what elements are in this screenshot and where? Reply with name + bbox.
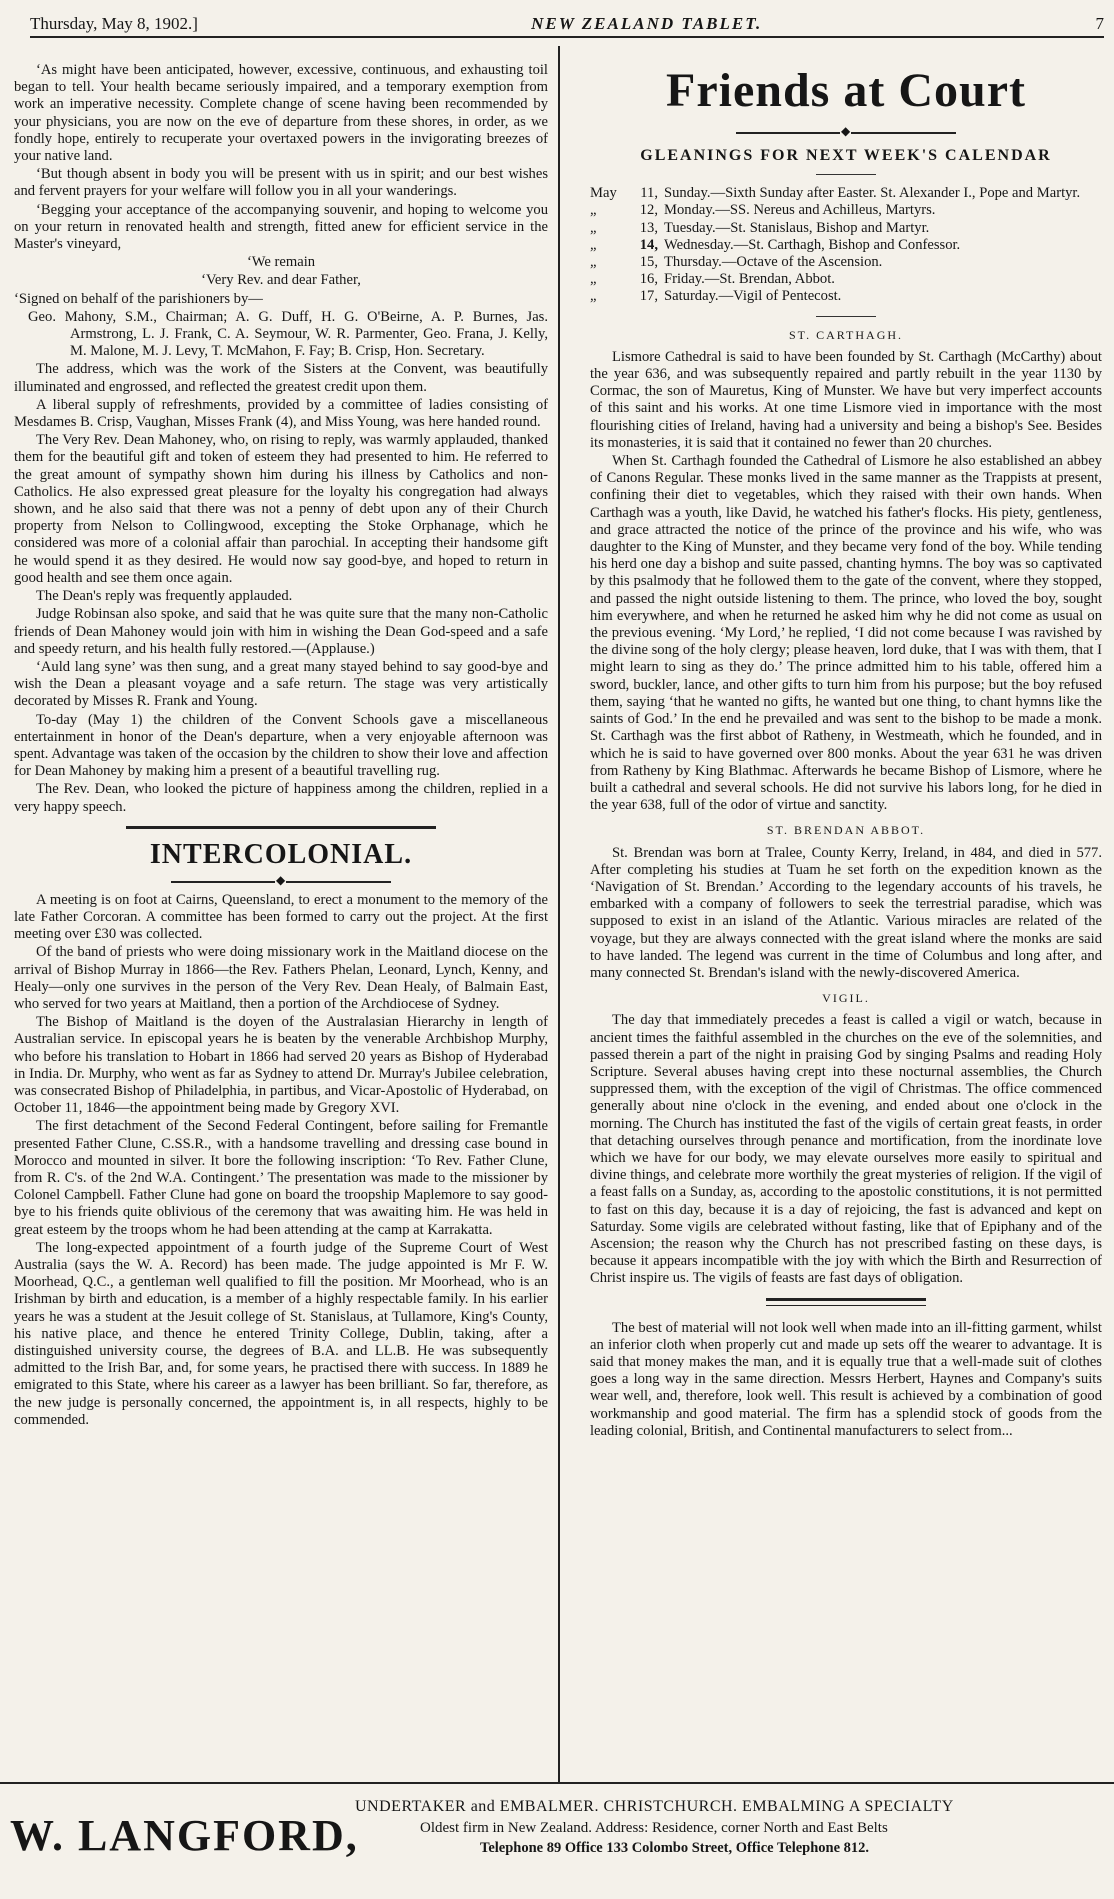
- article-paragraph: Lismore Cathedral is said to have been founded by St. Carthagh (McCarthy) about the year 636, and was subsequently repaired and partly rebuilt in the year 1130 by Cormac, the son of Mauretus, King of Munster. We have but very imperfect accounts of this saint and his works. At one time Lismore vied in importance with the most flourishing cities of Ireland, having had a university and being a bishop's See. Besides its monasteries, it is said that it contained no fewer than 20 churches.: [590, 348, 1102, 451]
- article-paragraph: The address, which was the work of the Sisters at the Convent, was beautifully illuminated and engrossed, and reflected the greatest credit upon them.: [14, 361, 548, 395]
- footer-line-2: Oldest firm in New Zealand. Address: Residence, corner North and East Belts: [420, 1820, 888, 1836]
- calendar-row: „ 15, Thursday.—Octave of the Ascension.: [590, 254, 883, 271]
- article-paragraph: ‘Begging your acceptance of the accompanying souvenir, and hoping to welcome you on your return in renovated health and strength, fitted anew for efficient service in the Master's vineyard,: [14, 201, 548, 253]
- article-paragraph: ‘Auld lang syne’ was then sung, and a great many stayed behind to say good-bye and wish the Dean a pleasant voyage and a safe return. The stage was very artistically decorated by Misses R. Frank and Young.: [14, 658, 548, 710]
- section-rule: [126, 826, 436, 829]
- calendar-row: „ 16, Friday.—St. Brendan, Abbot.: [590, 271, 835, 288]
- closing-salutation: ‘Very Rev. and dear Father,: [201, 272, 361, 289]
- calendar-row: May 11, Sunday.—Sixth Sunday after Easter. St. Alexander I., Pope and Martyr.: [590, 185, 1081, 202]
- article-paragraph: ‘As might have been anticipated, however, excessive, continuous, and exhausting toil began to tell. Your health became seriously impaired, and a temporary exemption from work an imperative necessity. Complete change of scene having been recommended by your physicians, you are now on the eve of departure from these shores, in order, as we fondly hope, entirely to recuperate your overtaxed powers in the invigorating breezes of your native land.: [14, 62, 548, 165]
- footer-line-3: Telephone 89 Office 133 Colombo Street, Office Telephone 812.: [480, 1840, 870, 1856]
- brendan-heading: ST. BRENDAN ABBOT.: [766, 823, 926, 838]
- article-paragraph: Judge Robinsan also spoke, and said that he was quite sure that the many non-Catholic friends of Dean Mahoney would join with him in wishing the Dean God-speed and a safe and speedy return, and his health fully restored.—(Applause.): [14, 606, 548, 657]
- carthagh-heading: ST. CARTHAGH.: [788, 327, 904, 342]
- article-paragraph: ‘But though absent in body you will be present with us in spirit; and our best wishes and fervent prayers for your welfare will follow you in all your wanderings.: [14, 166, 548, 200]
- article-paragraph: The first detachment of the Second Federal Contingent, before sailing for Fremantle presented Father Clune, C.SS.R., with a handsome travelling and dressing case bound in Morocco and mounted in silver. It bore the following inscription: ‘To Rev. Father Clune, from R. C's. of the 2nd W.A. Contingent.’ The presentation was made to the missioner by Colonel Campbell. Father Clune had gone on board the troopship Maplemore to say good-bye to his friends quite oblivious of the ceremony that was awaiting him. He was held in great esteem by the troops whom he had been attending at the camp at Karrakatta.: [14, 1118, 548, 1238]
- page-number: 7: [1095, 14, 1104, 33]
- section-rule: [766, 1298, 926, 1301]
- calendar-row: „ 14, Wednesday.—St. Carthagh, Bishop and Confessor.: [590, 236, 961, 253]
- footer-line-1: UNDERTAKER and EMBALMER. CHRISTCHURCH. EMBALMING A SPECIALTY: [355, 1798, 954, 1815]
- ornament-rule: [736, 128, 956, 137]
- intercolonial-heading: INTERCOLONIAL.: [149, 838, 413, 870]
- left-column: [14, 62, 548, 1430]
- article-paragraph: St. Brendan was born at Tralee, County Kerry, Ireland, in 484, and died in 577. After completing his studies at Tuam he set forth on the expedition known as the ‘Navigation of St. Brendan.’ According to the legendary accounts of his travels, he embarked with a company of followers to seek the terrestrial paradise, which was supposed to exist in an island of the Atlantic. Various miracles are related of the voyage, but they are always connected with the great island where the monks are said to have landed. The legend was current in the time of Columbus and long after, and many connected St. Brendan's island with the newly-discovered America.: [590, 844, 1102, 981]
- ornament-rule: [171, 877, 391, 886]
- article-paragraph: A liberal supply of refreshments, provided by a committee of ladies consisting of Mesdames B. Crisp, Vaughan, Misses Frank (4), and Miss Young, was here handed round.: [14, 396, 548, 431]
- advertisement-paragraph: The best of material will not look well when made into an ill-fitting garment, whilst an inferior cloth when properly cut and made up sets off the wearer to advantage. It is said that money makes the man, and it is equally true that a well-made suit of clothes goes a long way in the same direction. Messrs Herbert, Haynes and Company's suits wear well, and, therefore, look well. This result is achieved by a combination of good workmanship and good material. The firm has a splendid stock of goods from the leading colonial, British, and Continental manufacturers to select from...: [590, 1319, 1102, 1439]
- vigil-heading: VIGIL.: [822, 991, 870, 1006]
- signatories: Geo. Mahony, S.M., Chairman; A. G. Duff, H. G. O'Beirne, A. P. Burnes, Jas. Armstrong, L. J. Frank, C. A. Seymour, W. R. Parmenter, Geo. Frana, J. Kelly, M. Malone, M. J. Levy, T. McMahon, F. Fay; B. Crisp, Hon. Secretary.: [28, 308, 548, 360]
- signed-line: ‘Signed on behalf of the parishioners by—: [14, 290, 263, 307]
- article-paragraph: The Dean's reply was frequently applauded.: [36, 588, 293, 605]
- article-paragraph: A meeting is on foot at Cairns, Queensland, to erect a monument to the memory of the late Father Corcoran. A committee has been formed to carry out the project. At the first meeting over £30 was collected.: [14, 891, 548, 943]
- issue-date: Thursday, May 8, 1902.]: [30, 14, 198, 33]
- right-column: [590, 62, 1102, 1441]
- newspaper-title: NEW ZEALAND TABLET.: [531, 14, 763, 33]
- article-paragraph: The day that immediately precedes a feast is called a vigil or watch, because in ancient times the faithful assembled in the churches on the eve of the solemnities, and passed therein a part of the night in praising God by singing Psalms and reading Holy Scripture. Several abuses having crept into these nocturnal assemblies, the Church suppressed them, with the exception of the vigil of Christmas. The office commenced generally about nine o'clock in the evening, and ended about one o'clock in the morning. The Church has instituted the fast of the vigils of certain great feasts, in order that detaching ourselves through penance and mortification, from the inordinate love which we have for our body, we may elevate ourselves more easily to spiritual and divine things, and celebrate more worthily the great mysteries of religion. If the vigil of a feast falls on a Sunday, as, according to the apostolic constitutions, it is not permitted to fast on this day, because it is a day of rejoicing, the fast is advanced and kept on Saturday. Some vigils are celebrated without fasting, like that of Epiphany and of the Ascension; the reason why the Church has not prescribed fasting on these days, is because it appears incompatible with the joy with which the Birth and Resurrection of Christ inspire us. The vigils of feasts are fast days of obligation.: [590, 1012, 1102, 1287]
- calendar-row: „ 17, Saturday.—Vigil of Pentecost.: [590, 288, 842, 305]
- article-paragraph: The Very Rev. Dean Mahoney, who, on rising to reply, was warmly applauded, thanked them for the beautiful gift and token of esteem they had presented to him. He referred to the great amount of sympathy shown him during his illness by Catholics and non-Catholics. He also expressed great pleasure for the loyalty his congregation had always shown, and he also said that there was not a penny of debt upon any of their Church property from Nelson to Collingwood, excepting the Stoke Orphanage, which he considered was more of a colonial affair than parochial. In accepting their handsome gift he would spend it as they desired. He would now say good-bye, and hoped to return in good health and see them once again.: [14, 432, 548, 586]
- article-paragraph: The Rev. Dean, who looked the picture of happiness among the children, replied in a very happy speech.: [14, 781, 548, 815]
- short-rule: [816, 316, 876, 317]
- article-paragraph: The long-expected appointment of a fourth judge of the Supreme Court of West Australia (says the W. A. Record) has been made. The judge appointed is Mr F. W. Moorhead, Q.C., a gentleman well qualified to fill the position. Mr Moorhead, who is an Irishman by birth and education, is a member of a highly respectable family. In his earlier years he was a student at the Jesuit college of St. Stanislaus, at Tullamore, King's County, his native place, and thence he entered Trinity College, Dublin, taking, after a distinguished university course, the degrees of B.A. and LL.B. He was subsequently admitted to the Irish Bar, and, for some years, he practised there with success. In 1889 he emigrated to this State, where his career as a lawyer has been brilliant. So far, therefore, as the new judge is personally concerned, the appointment is, in all respects, highly to be commended.: [14, 1239, 548, 1428]
- langford-brand: W. LANGFORD,: [10, 1811, 359, 1860]
- footer-advertisement: [0, 1782, 1114, 1899]
- section-rule-thin: [766, 1305, 926, 1306]
- article-paragraph: To-day (May 1) the children of the Convent Schools gave a miscellaneous entertainment in honor of the Dean's departure, when a very enjoyable afternoon was spent. Advantage was taken of the occasion by the children to show their love and affection for Dean Mahoney by making him a present of a beautiful travelling rug.: [14, 711, 548, 780]
- page-header: [30, 6, 1104, 38]
- short-rule: [816, 174, 876, 175]
- article-paragraph: The Bishop of Maitland is the doyen of the Australasian Hierarchy in length of Australian service. In episcopal years he is beaten by the venerable Archbishop Murphy, who before his translation to Hobart in 1866 had served 20 years as Bishop of Hyderabad in India. Dr. Murphy, who went as far as Sydney to attend Dr. Murray's Jubilee celebration, was consecrated Bishop of Philadelphia, in partibus, and Vicar-Apostolic of Hyderabad, on October 11, 1846—the appointment being made by Gregory XVI.: [14, 1014, 548, 1117]
- closing-we-remain: ‘We remain: [246, 254, 316, 271]
- calendar-row: „ 12, Monday.—SS. Nereus and Achilleus, Martyrs.: [590, 202, 936, 219]
- calendar-row: „ 13, Tuesday.—St. Stanislaus, Bishop and Martyr.: [590, 219, 930, 236]
- calendar-list: [590, 185, 1102, 305]
- friends-at-court-title: Friends at Court: [666, 64, 1026, 117]
- article-paragraph: When St. Carthagh founded the Cathedral of Lismore he also established an abbey of Canons Regular. These monks lived in the same manner as the Trappists at present, confining their diet to vegetables, which they raised with their own hands. When Carthagh was a youth, like David, he watched his father's flocks. His piety, gentleness, and grace attracted the notice of the prince of the province and his wife, who was daughter to the King of Munster, and they became very fond of the boy. While tending his herd one day a bishop and suite passed, chanting hymns. The boy was so captivated by this psalmody that he followed them to the gate of the convent, where they stopped, and passed the night outside listening to them. The prince, who loved the boy, sought him everywhere, and when he returned he asked him why he did not come as usual on the previous evening. ‘My Lord,’ he replied, ‘I did not come because I was ravished by the divine song of the holy clergy; please heaven, lord duke, that I was with them, that I might learn to sing as they do.’ The prince admitted him to his table, offered him a sword, buckler, lance, and other gifts to turn him from his purpose; but the boy refused them, saying ‘that he wanted no gifts, he wanted but one thing, to chant hymns like the saints of God.’ In the end he prevailed and was sent to the bishop to be made a monk. St. Carthagh was the first abbot of Ratheny, in Westmeath, which he founded, and in which he is said to have governed over 800 monks. About the year 631 he was driven from Ratheny by King Blathmac. Afterwards he became Bishop of Lismore, where he built a cathedral and several schools. He did not survive his labors long, for he died in the year 638, full of the odor of virtue and sanctity.: [590, 453, 1102, 814]
- column-divider: [558, 46, 560, 1782]
- calendar-subtitle: GLEANINGS FOR NEXT WEEK'S CALENDAR: [640, 147, 1052, 164]
- article-paragraph: Of the band of priests who were doing missionary work in the Maitland diocese on the arrival of Bishop Murray in 1866—the Rev. Fathers Phelan, Leonard, Lynch, Kenny, and Healy—only one survives in the person of the Very Rev. Dean Healy, of Balmain East, who served for two years at Maitland, then a portion of the Archdiocese of Sydney.: [14, 944, 548, 1012]
